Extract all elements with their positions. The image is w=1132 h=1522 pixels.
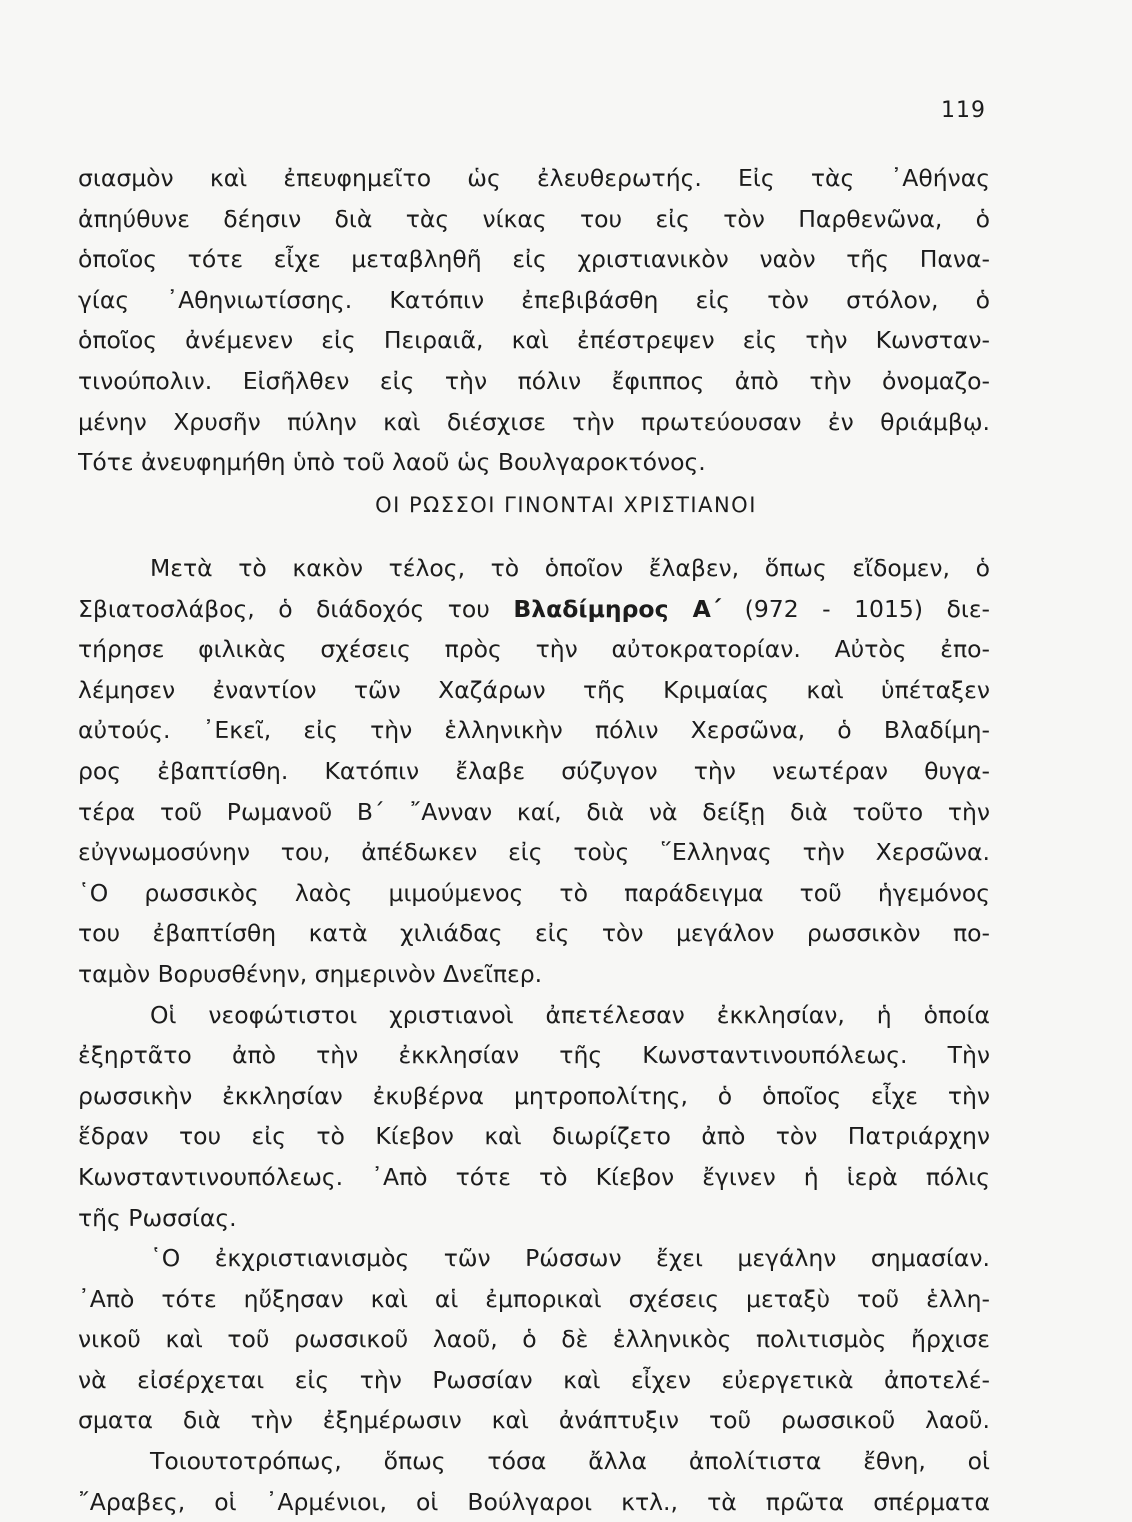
text-line: ᾿Απὸ τότε ηὔξησαν καὶ αἱ ἐμπορικαὶ σχέσεις μεταξὺ τοῦ ἑλλη- <box>78 1284 990 1313</box>
section-heading: ΟΙ ΡΩΣΣΟΙ ΓΙΝΟΝΤΑΙ ΧΡΙΣΤΙΑΝΟΙ <box>375 493 757 517</box>
text-line: ῾Ο ἐκχριστιανισμὸς τῶν Ρώσσων ἔχει μεγάλην σημασίαν. <box>150 1244 990 1273</box>
text-line: Κωνσταντινουπόλεως. ᾿Απὸ τότε τὸ Κίεβον ἔγινεν ἡ ἱερὰ πόλις <box>78 1162 990 1191</box>
page-number: 119 <box>941 98 986 123</box>
text-line: Τότε ἀνευφημήθη ὑπὸ τοῦ λαοῦ ὡς Βουλγαροκτόνος. <box>78 448 706 477</box>
text-line: του ἐβαπτίσθη κατὰ χιλιάδας εἰς τὸν μεγάλον ρωσσικὸν πο- <box>78 919 990 948</box>
text-line: ἕδραν του εἰς τὸ Κίεβον καὶ διωρίζετο ἀπὸ τὸν Πατριάρχην <box>78 1122 990 1151</box>
text-line: τῆς Ρωσσίας. <box>78 1203 237 1232</box>
text-line: νικοῦ καὶ τοῦ ρωσσικοῦ λαοῦ, ὁ δὲ ἑλληνικὸς πολιτισμὸς ἤρχισε <box>78 1325 990 1354</box>
text-line <box>78 589 990 630</box>
text-line: τινούπολιν. Εἰσῆλθεν εἰς τὴν πόλιν ἔφιππος ἀπὸ τὴν ὀνομαζο- <box>78 366 990 395</box>
bold-name: Βλαδίμηρος Α΄ <box>513 594 722 623</box>
text-line: ἐξηρτᾶτο ἀπὸ τὴν ἐκκλησίαν τῆς Κωνσταντινουπόλεως. Τὴν <box>78 1041 990 1070</box>
text-line: γίας ᾿Αθηνιωτίσσης. Κατόπιν ἐπεβιβάσθη εἰς τὸν στόλον, ὁ <box>78 285 990 314</box>
text-line: ταμὸν Βορυσθένην, σημερινὸν Δνεῖπερ. <box>78 959 543 988</box>
text-line: ὁποῖος ἀνέμενεν εἰς Πειραιᾶ, καὶ ἐπέστρεψεν εἰς τὴν Κωνσταν- <box>78 326 990 355</box>
text-line: ῾Ο ρωσσικὸς λαὸς μιμούμενος τὸ παράδειγμα τοῦ ἡγεμόνος <box>78 878 990 907</box>
text-line: Οἱ νεοφώτιστοι χριστιανοὶ ἀπετέλεσαν ἐκκλησίαν, ἡ ὁποία <box>150 1000 990 1029</box>
text-line: σιασμὸν καὶ ἐπευφημεῖτο ὡς ἐλευθερωτής. Εἰς τὰς ᾿Αθήνας <box>78 164 990 192</box>
paragraph-continuation <box>78 158 990 483</box>
text-line: Μετὰ τὸ κακὸν τέλος, τὸ ὁποῖον ἔλαβεν, ὅπως εἴδομεν, ὁ <box>150 554 990 582</box>
text-span: Σβιατοσλάβος, ὁ διάδοχός του <box>78 594 514 623</box>
text-line: λέμησεν ἐναντίον τῶν Χαζάρων τῆς Κριμαίας καὶ ὑπέταξεν <box>78 675 990 704</box>
text-line: ὁποῖος τότε εἶχε μεταβληθῆ εἰς χριστιανικὸν ναὸν τῆς Πανα- <box>78 245 990 274</box>
text-line: τέρα τοῦ Ρωμανοῦ Β΄ ῎Ανναν καί, διὰ νὰ δείξῃ διὰ τοῦτο τὴν <box>78 797 990 826</box>
text-line: τήρησε φιλικὰς σχέσεις πρὸς τὴν αὐτοκρατορίαν. Αὐτὸς ἐπο- <box>78 635 990 664</box>
section-body <box>78 548 990 1522</box>
text-line: ρος ἐβαπτίσθη. Κατόπιν ἔλαβε σύζυγον τὴν νεωτέραν θυγα- <box>78 756 990 785</box>
text-line: αὐτούς. ᾿Εκεῖ, εἰς τὴν ἑλληνικὴν πόλιν Χερσῶνα, ὁ Βλαδίμη- <box>78 716 990 745</box>
text-line: σματα διὰ τὴν ἐξημέρωσιν καὶ ἀνάπτυξιν τοῦ ρωσσικοῦ λαοῦ. <box>78 1406 990 1435</box>
text-line: εὐγνωμοσύνην του, ἀπέδωκεν εἰς τοὺς ῞Ελληνας τὴν Χερσῶνα. <box>78 838 990 867</box>
text-line: ρωσσικὴν ἐκκλησίαν ἐκυβέρνα μητροπολίτης, ὁ ὁποῖος εἶχε τὴν <box>78 1081 990 1110</box>
text-span: (972 - 1015) διε- <box>721 594 990 623</box>
text-line: νὰ εἰσέρχεται εἰς τὴν Ρωσσίαν καὶ εἶχεν εὐεργετικὰ ἀποτελέ- <box>78 1365 990 1394</box>
text-line: ἀπηύθυνε δέησιν διὰ τὰς νίκας του εἰς τὸν Παρθενῶνα, ὁ <box>78 204 990 233</box>
text-line: Τοιουτοτρόπως, ὅπως τόσα ἄλλα ἀπολίτιστα ἔθνη, οἱ <box>150 1447 990 1476</box>
text-line: μένην Χρυσῆν πύλην καὶ διέσχισε τὴν πρωτεύουσαν ἐν θριάμβῳ. <box>78 407 990 436</box>
text-line: ῎Αραβες, οἱ ᾿Αρμένιοι, οἱ Βούλγαροι κτλ., τὰ πρῶτα σπέρματα <box>78 1487 990 1516</box>
